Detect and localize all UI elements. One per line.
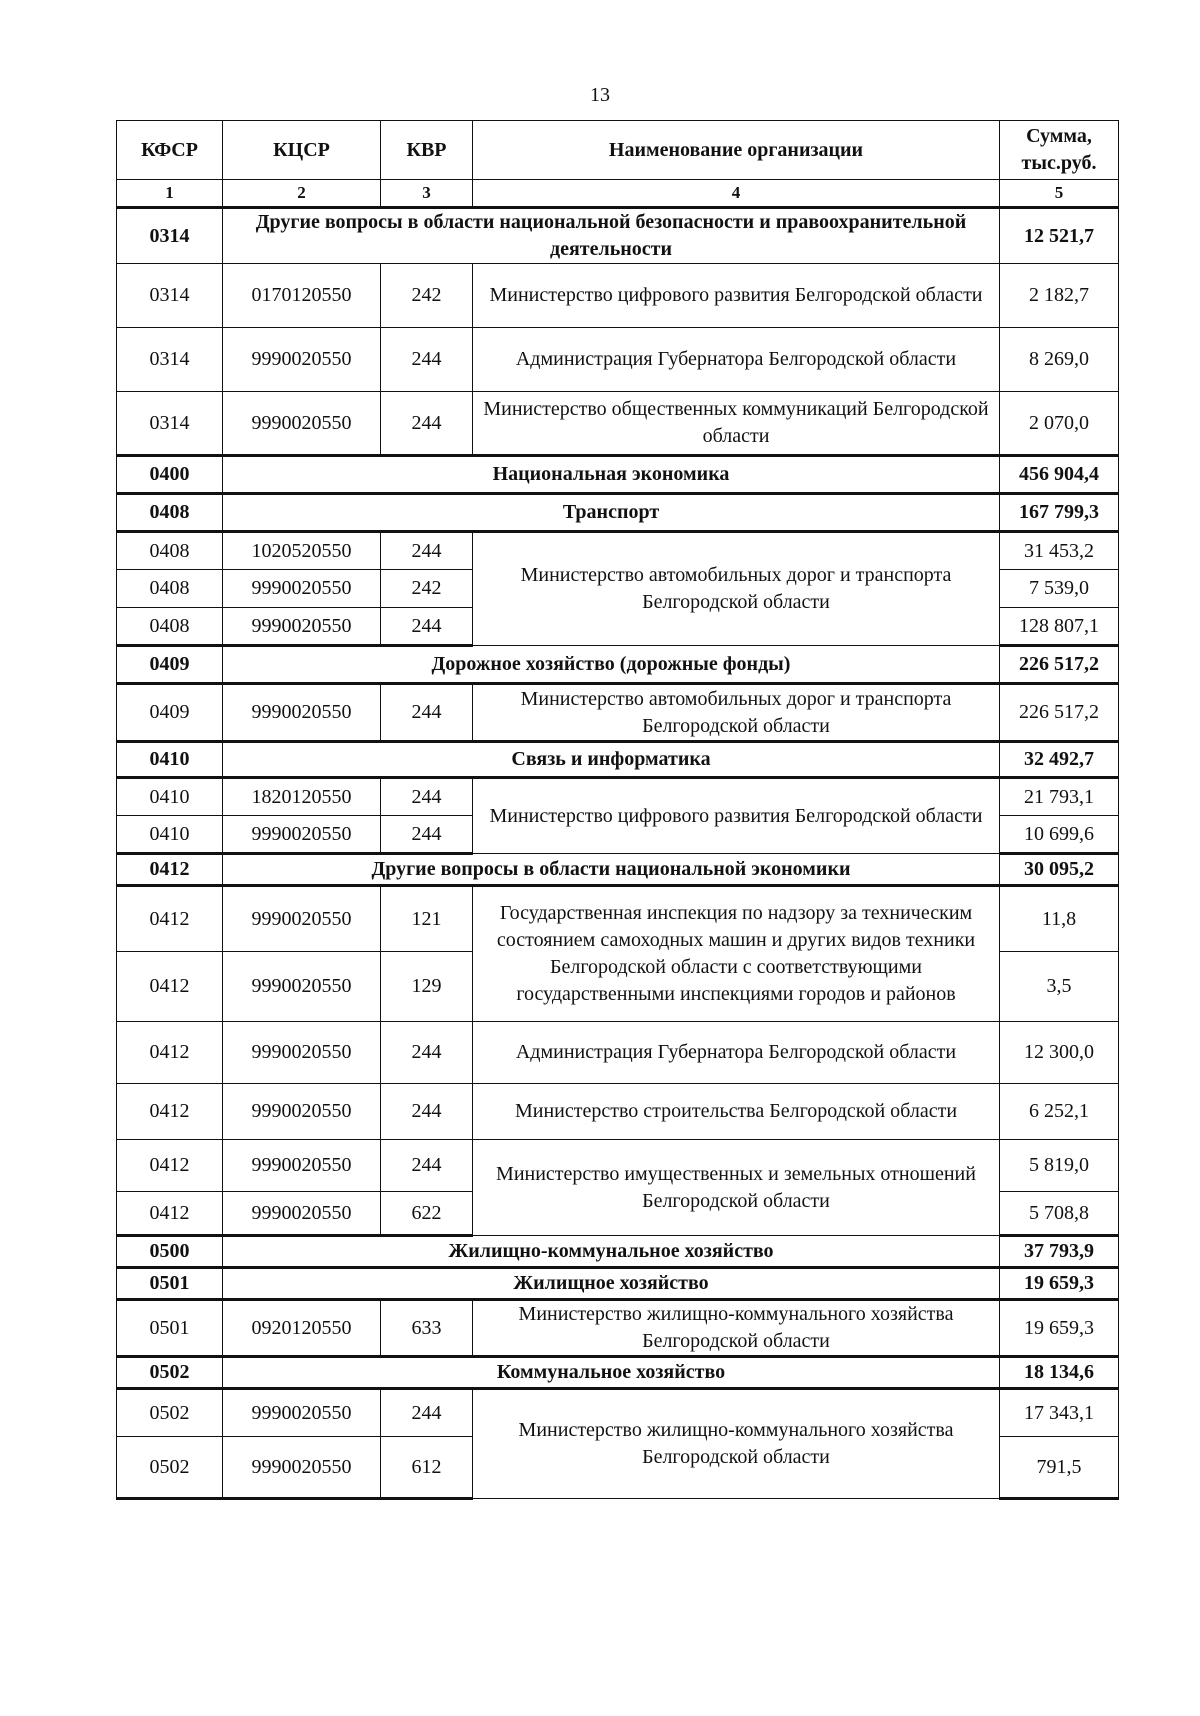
sum-cell: 128 807,1 [1000,608,1119,646]
kfsr-cell: 0410 [117,742,223,778]
organization-cell: Министерство цифрового развития Белгородской области [473,264,1000,328]
kfsr-cell: 0314 [117,328,223,392]
column-number: 4 [473,180,1000,208]
sum-cell: 19 659,3 [1000,1300,1119,1357]
section-title: Связь и информатика [223,742,1000,778]
organization-cell: Администрация Губернатора Белгородской области [473,328,1000,392]
section-title: Жилищное хозяйство [223,1268,1000,1300]
header-organization: Наименование организации [473,121,1000,180]
sum-cell: 8 269,0 [1000,328,1119,392]
kcsr-cell: 9990020550 [223,1140,381,1192]
sum-cell: 226 517,2 [1000,646,1119,684]
table-row [117,684,1119,742]
organization-cell: Министерство строительства Белгородской области [473,1084,1000,1140]
kvr-cell: 244 [381,1140,473,1192]
kvr-cell: 612 [381,1437,473,1499]
organization-cell: Министерство жилищно-коммунального хозяйства Белгородской области [473,1389,1000,1499]
kvr-cell: 244 [381,532,473,570]
sum-cell: 2 182,7 [1000,264,1119,328]
sum-cell: 5 708,8 [1000,1192,1119,1236]
header-sum: Сумма, тыс.руб. [1000,121,1119,180]
organization-cell: Министерство имущественных и земельных отношений Белгородской области [473,1140,1000,1236]
sum-cell: 3,5 [1000,952,1119,1022]
kfsr-cell: 0314 [117,392,223,456]
table-row [117,328,1119,392]
kcsr-cell: 9990020550 [223,608,381,646]
organization-cell: Администрация Губернатора Белгородской области [473,1022,1000,1084]
kfsr-cell: 0412 [117,854,223,886]
kcsr-cell: 9990020550 [223,570,381,608]
kfsr-cell: 0408 [117,608,223,646]
section-row [117,1268,1119,1300]
section-title: Дорожное хозяйство (дорожные фонды) [223,646,1000,684]
section-title: Другие вопросы в области национальной безопасности и правоохранительной деятельности [223,208,1000,264]
column-number: 3 [381,180,473,208]
table-row [117,392,1119,456]
organization-cell: Министерство автомобильных дорог и транспорта Белгородской области [473,684,1000,742]
kfsr-cell: 0502 [117,1389,223,1437]
kfsr-cell: 0412 [117,1084,223,1140]
sum-cell: 18 134,6 [1000,1357,1119,1389]
kcsr-cell: 9990020550 [223,1389,381,1437]
kfsr-cell: 0412 [117,1192,223,1236]
kcsr-cell: 9990020550 [223,1437,381,1499]
table-row [117,1022,1119,1084]
sum-cell: 17 343,1 [1000,1389,1119,1437]
kfsr-cell: 0502 [117,1437,223,1499]
kfsr-cell: 0501 [117,1268,223,1300]
sum-cell: 11,8 [1000,886,1119,952]
header-kcsr: КЦСР [223,121,381,180]
kfsr-cell: 0314 [117,264,223,328]
organization-cell: Министерство общественных коммуникаций Белгородской области [473,392,1000,456]
sum-cell: 19 659,3 [1000,1268,1119,1300]
kfsr-cell: 0412 [117,1140,223,1192]
section-title: Другие вопросы в области национальной экономики [223,854,1000,886]
organization-cell: Министерство цифрового развития Белгородской области [473,778,1000,854]
sum-cell: 10 699,6 [1000,816,1119,854]
kvr-cell: 244 [381,1022,473,1084]
sum-cell: 456 904,4 [1000,456,1119,494]
kfsr-cell: 0500 [117,1236,223,1268]
kfsr-cell: 0408 [117,570,223,608]
sum-cell: 30 095,2 [1000,854,1119,886]
sum-cell: 6 252,1 [1000,1084,1119,1140]
table-header-row [117,121,1119,180]
section-title: Коммунальное хозяйство [223,1357,1000,1389]
kcsr-cell: 9990020550 [223,328,381,392]
kfsr-cell: 0412 [117,952,223,1022]
kvr-cell: 121 [381,886,473,952]
section-row [117,1357,1119,1389]
column-number: 5 [1000,180,1119,208]
section-row [117,646,1119,684]
kcsr-cell: 9990020550 [223,1084,381,1140]
kvr-cell: 633 [381,1300,473,1357]
section-row [117,494,1119,532]
sum-cell: 167 799,3 [1000,494,1119,532]
kfsr-cell: 0410 [117,816,223,854]
kfsr-cell: 0408 [117,494,223,532]
page-number: 13 [590,84,610,106]
sum-cell: 21 793,1 [1000,778,1119,816]
kfsr-cell: 0412 [117,1022,223,1084]
kcsr-cell: 9990020550 [223,684,381,742]
kfsr-cell: 0408 [117,532,223,570]
kvr-cell: 242 [381,570,473,608]
sum-cell: 32 492,7 [1000,742,1119,778]
kvr-cell: 244 [381,778,473,816]
sum-cell: 7 539,0 [1000,570,1119,608]
organization-cell: Государственная инспекция по надзору за техническим состоянием самоходных машин и других видов техники Белгородской области с соответствующими государственными инспекциями городов и районов [473,886,1000,1022]
column-number: 2 [223,180,381,208]
kfsr-cell: 0501 [117,1300,223,1357]
sum-cell: 5 819,0 [1000,1140,1119,1192]
kfsr-cell: 0409 [117,684,223,742]
table-row [117,532,1119,570]
sum-cell: 791,5 [1000,1437,1119,1499]
column-number: 1 [117,180,223,208]
section-title: Национальная экономика [223,456,1000,494]
kcsr-cell: 9990020550 [223,1192,381,1236]
column-numbers-row [117,180,1119,208]
sum-cell: 12 300,0 [1000,1022,1119,1084]
organization-cell: Министерство автомобильных дорог и транспорта Белгородской области [473,532,1000,646]
section-title: Жилищно-коммунальное хозяйство [223,1236,1000,1268]
kcsr-cell: 9990020550 [223,1022,381,1084]
sum-cell: 37 793,9 [1000,1236,1119,1268]
table-row [117,1300,1119,1357]
kcsr-cell: 9990020550 [223,392,381,456]
kvr-cell: 244 [381,392,473,456]
table-row [117,778,1119,816]
kvr-cell: 244 [381,816,473,854]
kcsr-cell: 9990020550 [223,816,381,854]
kvr-cell: 244 [381,1389,473,1437]
header-kfsr: КФСР [117,121,223,180]
kvr-cell: 244 [381,328,473,392]
kcsr-cell: 0920120550 [223,1300,381,1357]
kvr-cell: 244 [381,684,473,742]
sum-cell: 12 521,7 [1000,208,1119,264]
table-row [117,886,1119,952]
table-row [117,1084,1119,1140]
kfsr-cell: 0410 [117,778,223,816]
budget-table [116,120,1119,1500]
kfsr-cell: 0502 [117,1357,223,1389]
kfsr-cell: 0400 [117,456,223,494]
kcsr-cell: 1020520550 [223,532,381,570]
kvr-cell: 244 [381,608,473,646]
kvr-cell: 242 [381,264,473,328]
table-row [117,1389,1119,1437]
section-row [117,456,1119,494]
sum-cell: 226 517,2 [1000,684,1119,742]
kcsr-cell: 9990020550 [223,952,381,1022]
sum-cell: 31 453,2 [1000,532,1119,570]
section-row [117,1236,1119,1268]
kfsr-cell: 0409 [117,646,223,684]
table-row [117,264,1119,328]
header-kvr: КВР [381,121,473,180]
section-row [117,742,1119,778]
kcsr-cell: 9990020550 [223,886,381,952]
kvr-cell: 622 [381,1192,473,1236]
section-row [117,208,1119,264]
kfsr-cell: 0314 [117,208,223,264]
organization-cell: Министерство жилищно-коммунального хозяйства Белгородской области [473,1300,1000,1357]
section-row [117,854,1119,886]
kvr-cell: 129 [381,952,473,1022]
section-title: Транспорт [223,494,1000,532]
kcsr-cell: 0170120550 [223,264,381,328]
kcsr-cell: 1820120550 [223,778,381,816]
table-row [117,1140,1119,1192]
sum-cell: 2 070,0 [1000,392,1119,456]
kfsr-cell: 0412 [117,886,223,952]
kvr-cell: 244 [381,1084,473,1140]
